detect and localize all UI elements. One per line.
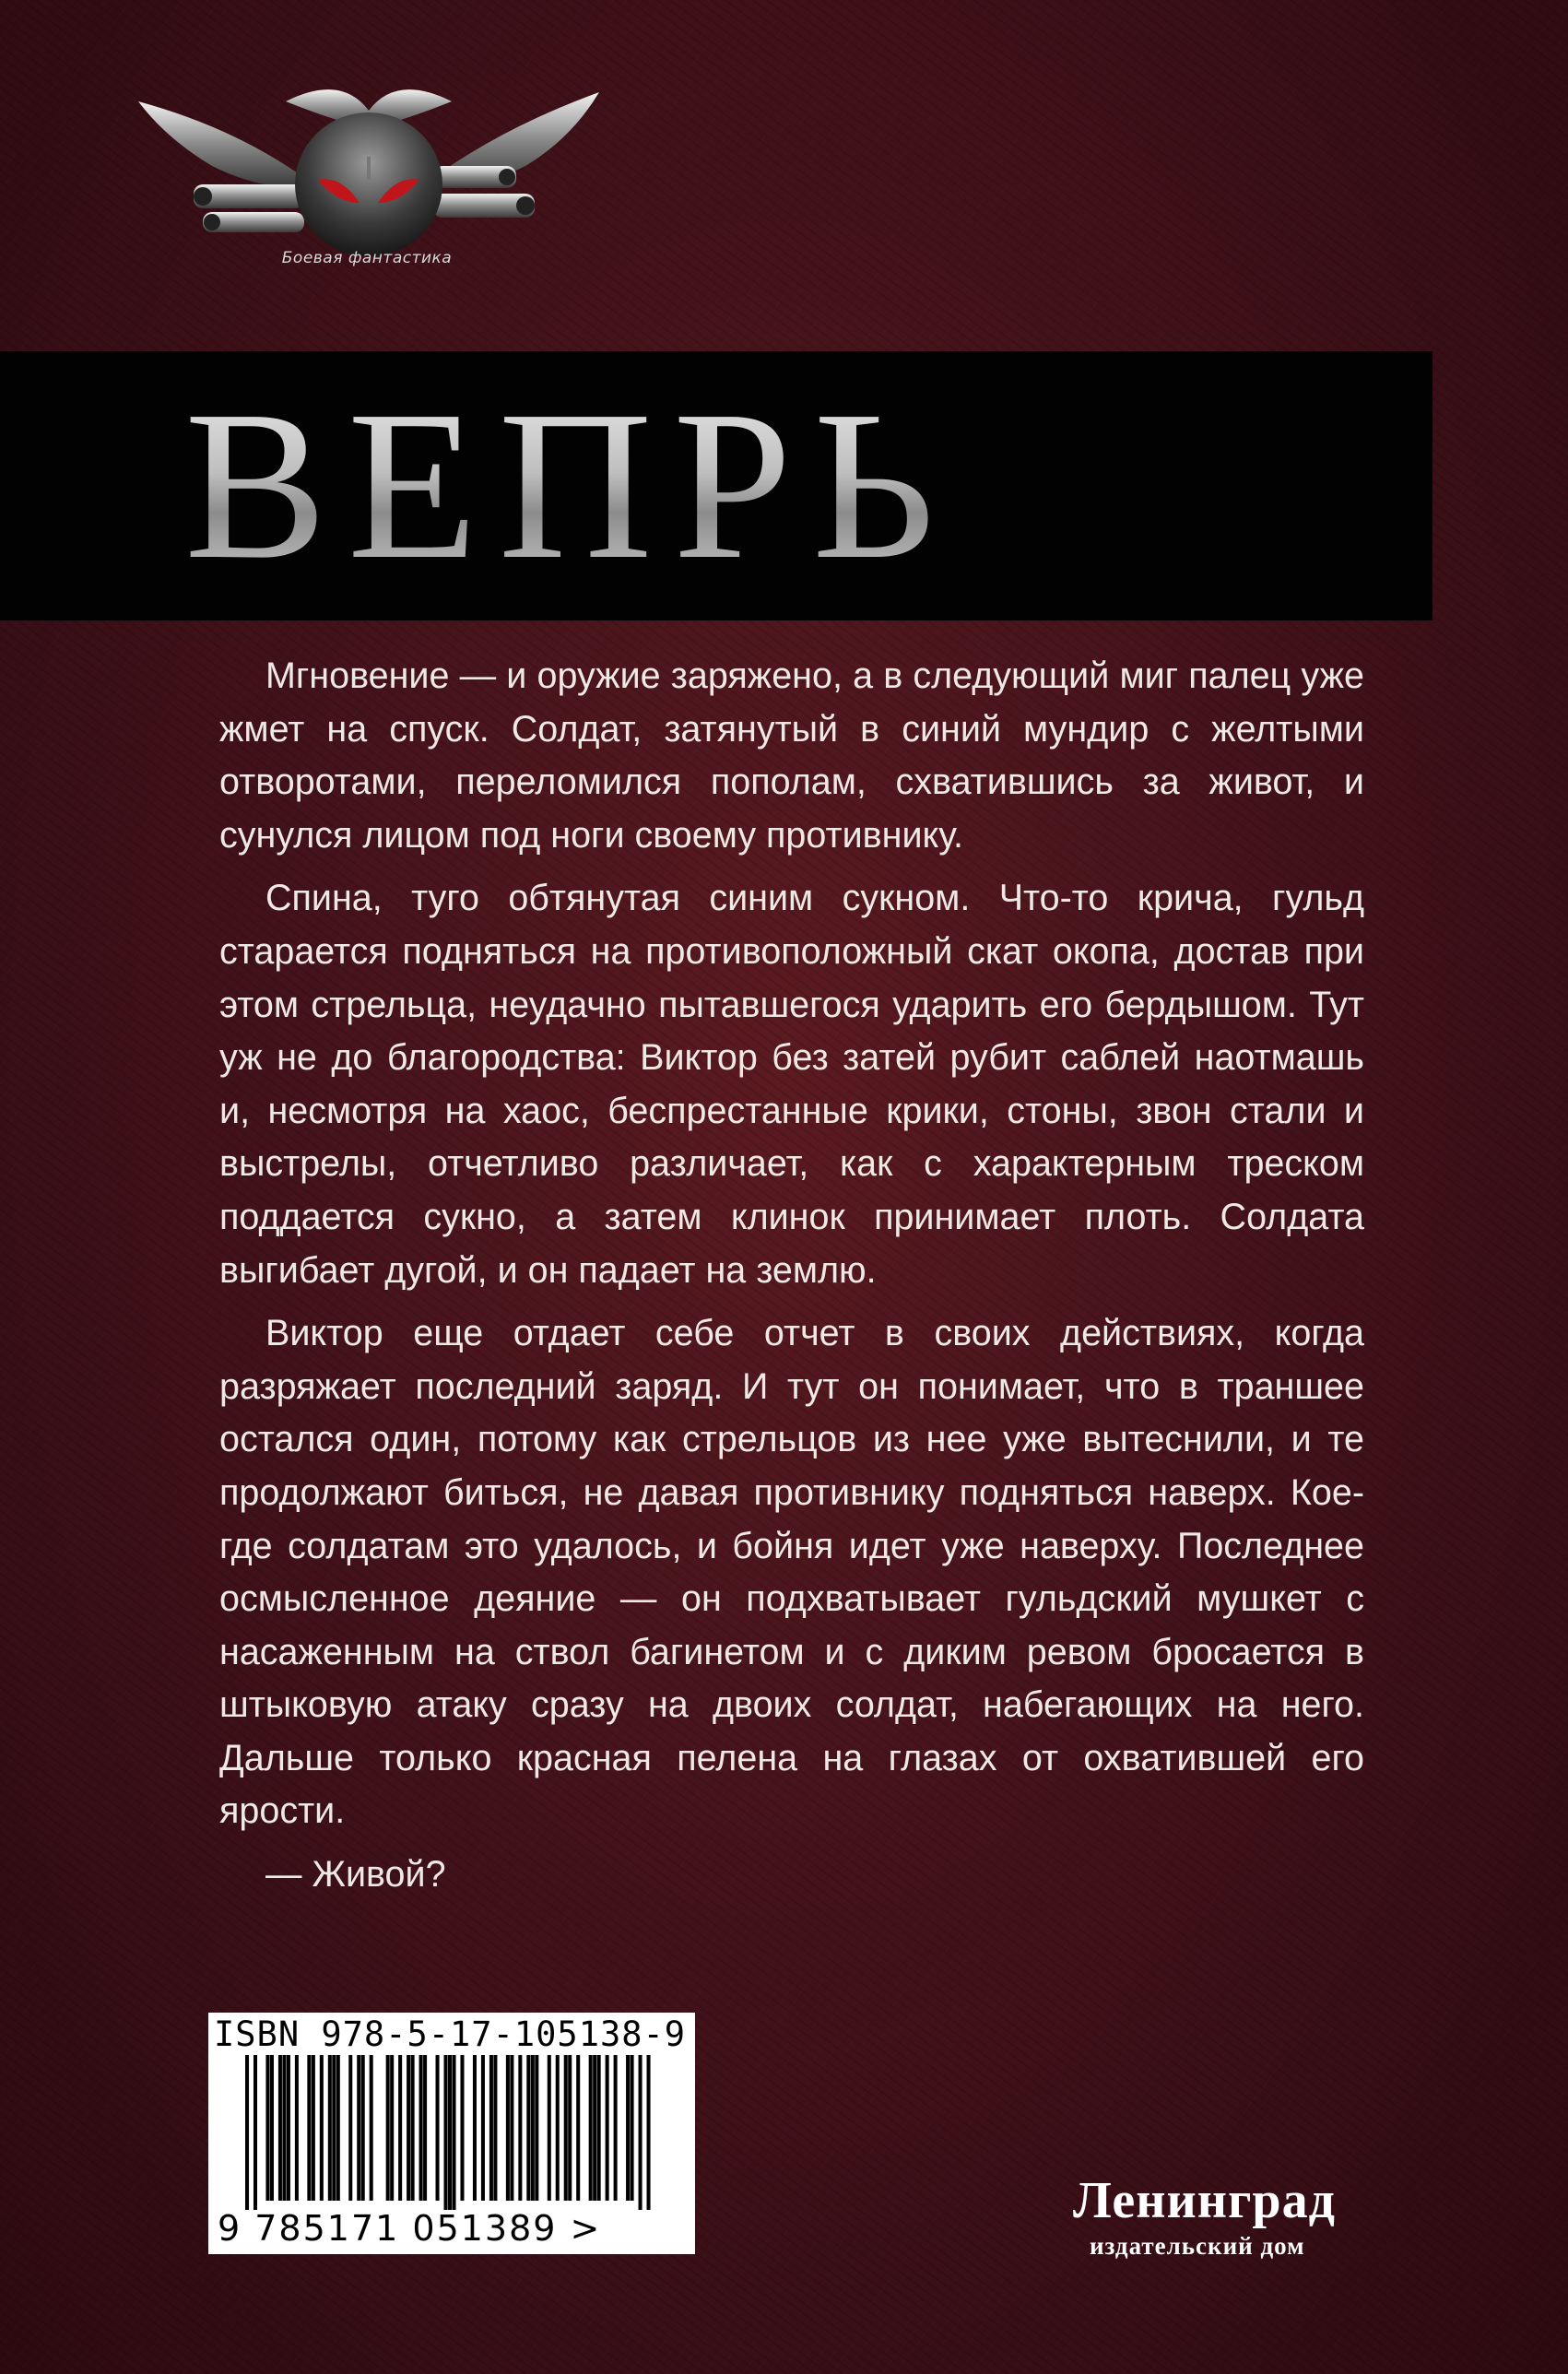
annotation-paragraph: — Живой? (265, 1854, 446, 1896)
barcode-bar (270, 2055, 274, 2201)
barcode-bar (614, 2055, 618, 2201)
barcode-bar (626, 2055, 630, 2201)
isbn-number: ISBN 978-5-17-105138-9 (214, 2014, 687, 2054)
publisher-logo (1064, 2171, 1414, 2273)
barcode-bar (361, 2055, 365, 2201)
barcode-bar (245, 2055, 249, 2210)
barcode-bar (576, 2055, 580, 2201)
series-caption: Боевая фантастика (281, 249, 453, 267)
barcode-bar (423, 2055, 427, 2201)
barcode-bar (535, 2055, 538, 2201)
barcode-bar (370, 2055, 373, 2201)
barcode-bar (639, 2055, 643, 2210)
ean-digits: 9 785171 051389 > (218, 2208, 602, 2249)
barcode-bar (593, 2055, 596, 2201)
barcode-bar (647, 2055, 651, 2210)
barcode-bar (548, 2055, 551, 2201)
barcode-bar (556, 2055, 560, 2201)
barcode-bar (597, 2055, 601, 2201)
barcode-bar (411, 2055, 415, 2201)
book-title: ВЕПРЬ (184, 351, 955, 620)
barcode-bar (606, 2055, 609, 2201)
barcode-bar (493, 2055, 497, 2201)
barcode-bar (489, 2055, 493, 2201)
barcode-bar (386, 2055, 390, 2201)
barcode-bar (564, 2055, 568, 2201)
isbn-barcode-box (208, 2013, 695, 2254)
barcode-bar (631, 2055, 634, 2201)
annotation-paragraph: Мгновение — и оружие заряжено, а в следующий миг палец уже жмет на спуск. Солдат, затянутый в синий мундир с желтыми отворотами, переломился пополам, схватившись за живот, и сунулся лицом под ноги своему противнику. (219, 656, 1364, 856)
barcode-bar (448, 2055, 452, 2210)
annotation-paragraph: Виктор еще отдает себе отчет в своих действиях, когда разряжает последний заряд. И тут он понимает, что в траншее остался один, потому как стрельцов из нее уже вытеснили, и те продолжают биться, не давая противнику подняться наверх. Кое-где солдатам это удалось, и бойня идет уже наверху. Последнее осмысленное деяние — он подхватывает гульдский мушкет с насаженным на ствол багинетом и с диким ревом бросается в штыковую атаку сразу на двоих солдат, набегающих на него. Дальше только красная пелена на глазах от охватившей его ярости. (219, 1313, 1364, 1832)
barcode-bar (336, 2055, 340, 2201)
barcode-bar (460, 2055, 464, 2201)
barcode-bar (481, 2055, 485, 2201)
barcode-bar (510, 2055, 513, 2201)
barcode-bar (452, 2055, 455, 2210)
barcode-bar (526, 2055, 530, 2201)
barcode-bar (506, 2055, 510, 2201)
barcode-icon (245, 2055, 651, 2210)
barcode-bar (295, 2055, 299, 2201)
barcode-bar (265, 2055, 269, 2201)
publisher-name: Ленинград (1073, 2172, 1336, 2229)
barcode-bar (320, 2055, 324, 2201)
barcode-bar (589, 2055, 593, 2201)
barcode-bar (531, 2055, 535, 2201)
annotation-paragraph: Спина, туго обтянутая синим сукном. Что-то крича, гульд старается подняться на противоположный скат окопа, достав при этом стрельца, неудачно пытавшегося ударить его бердышом. Тут уж не до благородства: Виктор без затей рубит саблей наотмашь и, несмотря на хаос, беспрестанные крики, стоны, звон стали и выстрелы, отчетливо различает, как с характерным треском поддается сукно, а затем клинок принимает плоть. Солдата выгибает дугой, и он падает на землю. (219, 878, 1364, 1291)
barcode-bar (473, 2055, 477, 2201)
barcode-bar (253, 2055, 257, 2210)
barcode-bar (357, 2055, 360, 2201)
barcode-bar (312, 2055, 315, 2201)
barcode-bar (419, 2055, 423, 2201)
barcode-bar (332, 2055, 336, 2201)
barcode-bar (348, 2055, 352, 2201)
barcode-bar (307, 2055, 311, 2201)
barcode-bar (407, 2055, 410, 2201)
barcode-bar (518, 2055, 522, 2201)
barcode-bar (568, 2055, 572, 2201)
barcode-bar (398, 2055, 402, 2201)
barcode-bar (444, 2055, 448, 2210)
barcode-bar (390, 2055, 394, 2201)
barcode-bar (436, 2055, 440, 2201)
barcode-bar (328, 2055, 332, 2201)
annotation-text (219, 650, 1364, 1912)
barcode-bar (282, 2055, 286, 2201)
barcode-bar (287, 2055, 290, 2201)
barcode-bar (278, 2055, 282, 2201)
publisher-subtitle: издательский дом (1090, 2232, 1305, 2260)
